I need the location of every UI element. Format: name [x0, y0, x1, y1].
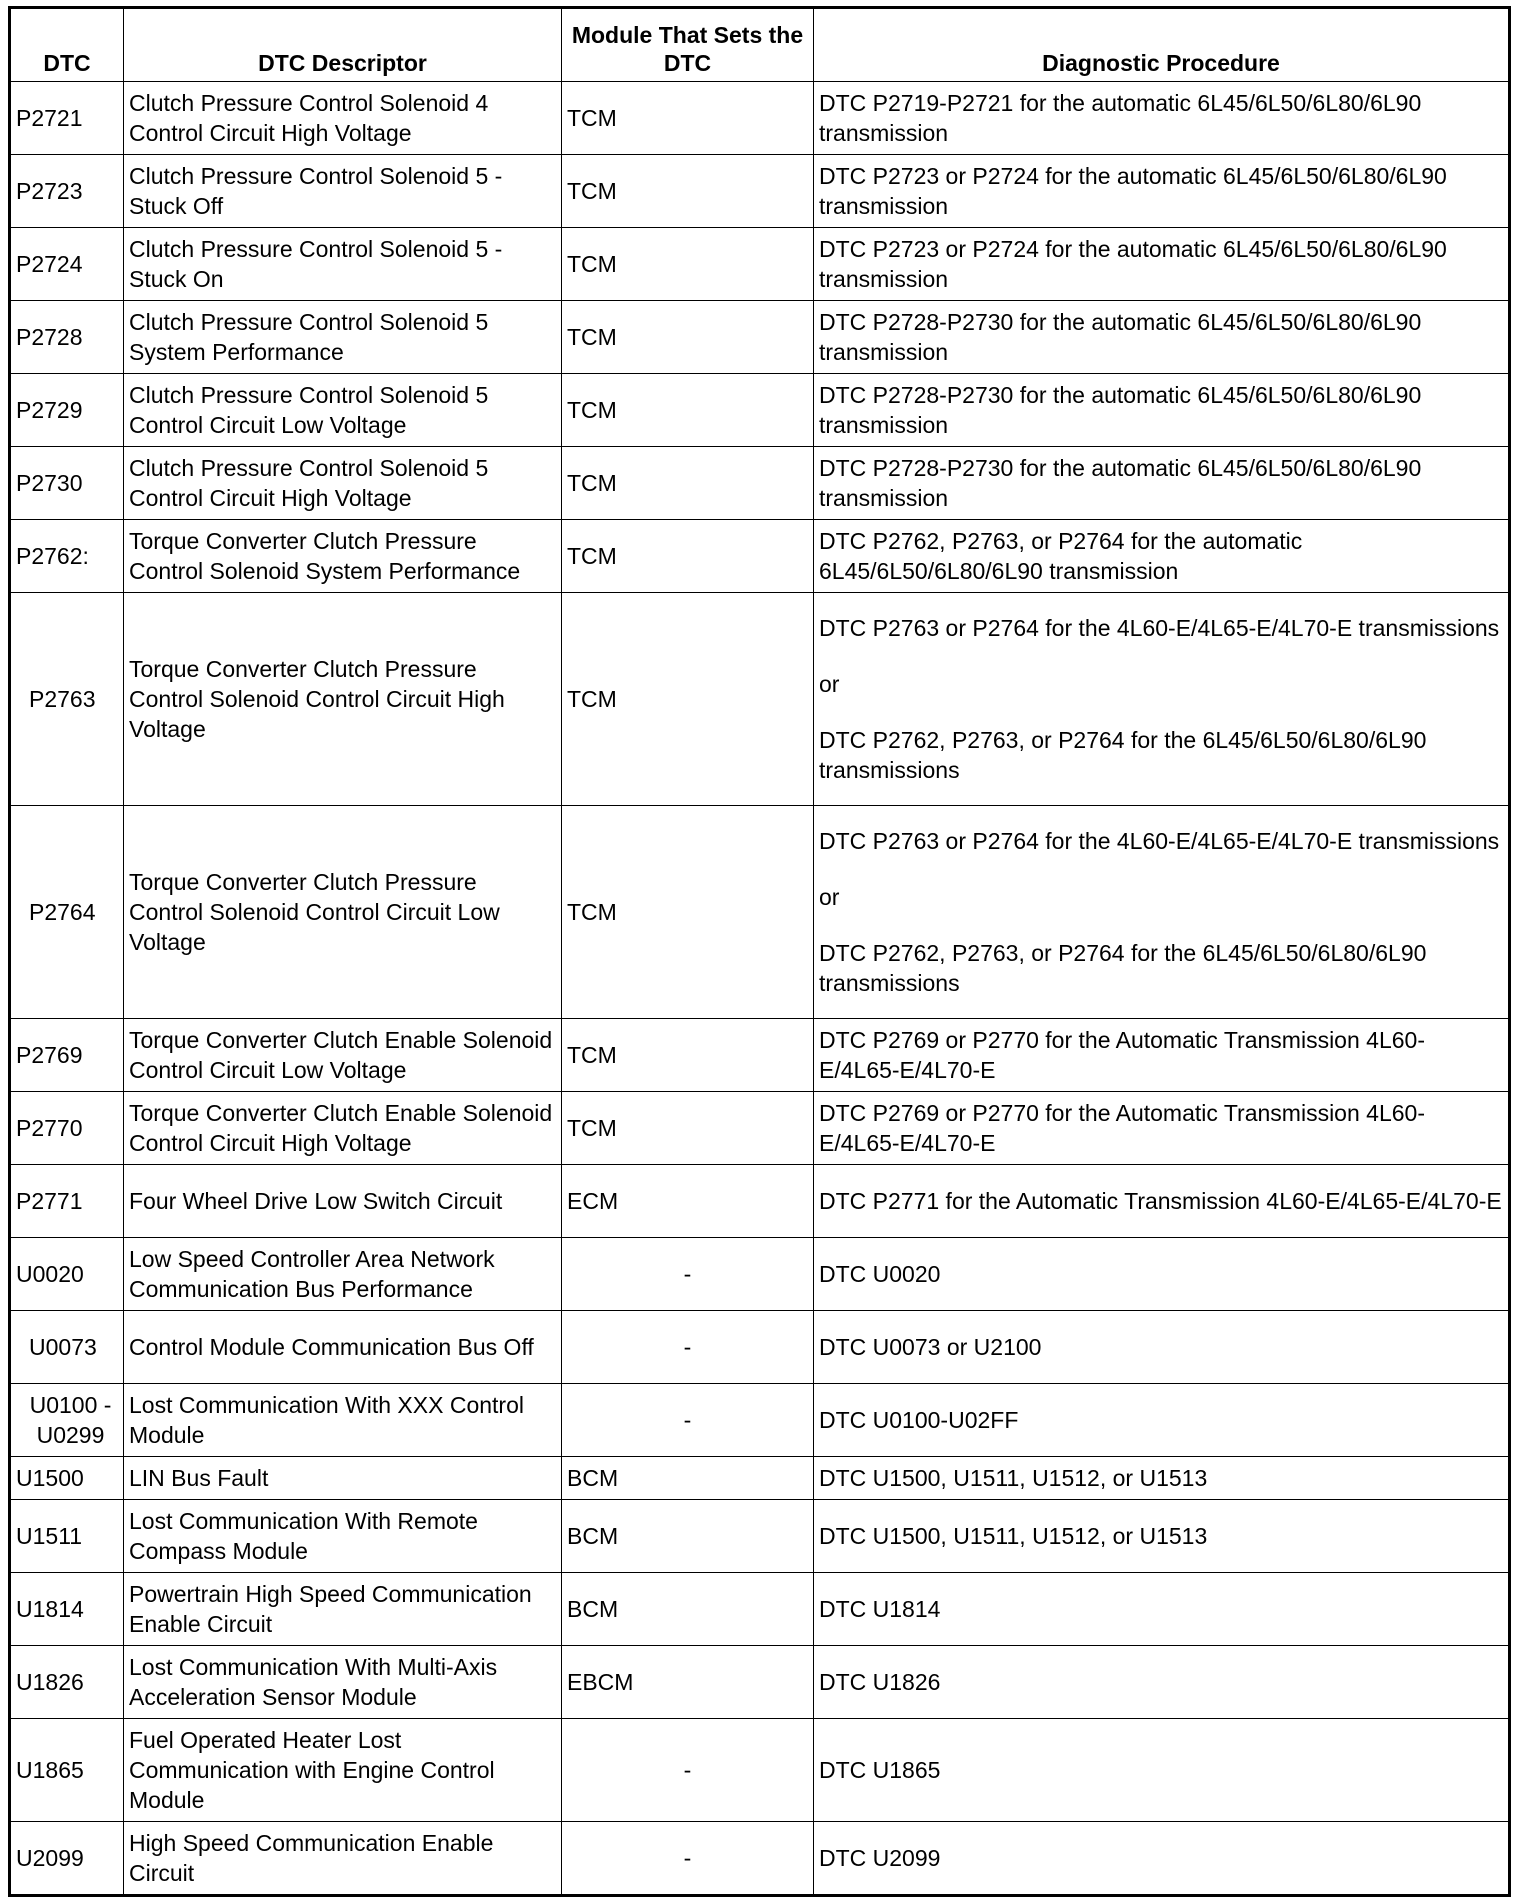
- cell-procedure: [814, 1384, 1510, 1457]
- dtc-table: [8, 6, 1511, 1897]
- cell-module: TCM: [562, 228, 814, 301]
- cell-module: TCM: [562, 520, 814, 593]
- cell-module: -: [562, 1384, 814, 1457]
- procedure-text: DTC P2719-P2721 for the automatic 6L45/6L50/6L80/6L90 transmission: [819, 90, 1422, 146]
- procedure-text: DTC P2762, P2763, or P2764 for the automatic 6L45/6L50/6L80/6L90 transmission: [819, 528, 1303, 584]
- cell-module: -: [562, 1311, 814, 1384]
- table-row: [10, 1457, 1510, 1500]
- cell-dtc: P2721: [10, 82, 124, 155]
- procedure-text: DTC P2723 or P2724 for the automatic 6L45/6L50/6L80/6L90 transmission: [819, 163, 1447, 219]
- cell-module: -: [562, 1822, 814, 1896]
- cell-descriptor: Fuel Operated Heater Lost Communication with Engine Control Module: [124, 1719, 562, 1822]
- cell-procedure: [814, 1238, 1510, 1311]
- cell-dtc: P2723: [10, 155, 124, 228]
- procedure-text: DTC P2769 or P2770 for the Automatic Transmission 4L60-E/4L65-E/4L70-E: [819, 1100, 1425, 1156]
- procedure-text: DTC U1500, U1511, U1512, or U1513: [819, 1465, 1208, 1491]
- cell-dtc: P2770: [10, 1092, 124, 1165]
- cell-module: -: [562, 1238, 814, 1311]
- cell-dtc: U1826: [10, 1646, 124, 1719]
- cell-procedure: [814, 82, 1510, 155]
- cell-module: BCM: [562, 1457, 814, 1500]
- cell-descriptor: Clutch Pressure Control Solenoid 5 Control Circuit High Voltage: [124, 447, 562, 520]
- table-row: [10, 155, 1510, 228]
- cell-descriptor: Torque Converter Clutch Enable Solenoid Control Circuit High Voltage: [124, 1092, 562, 1165]
- cell-descriptor: Torque Converter Clutch Pressure Control Solenoid Control Circuit Low Voltage: [124, 806, 562, 1019]
- cell-procedure: [814, 155, 1510, 228]
- cell-module: TCM: [562, 1019, 814, 1092]
- cell-module: TCM: [562, 806, 814, 1019]
- header-descriptor: DTC Descriptor: [124, 8, 562, 82]
- procedure-text: DTC P2728-P2730 for the automatic 6L45/6L50/6L80/6L90 transmission: [819, 455, 1422, 511]
- cell-descriptor: Clutch Pressure Control Solenoid 4 Control Circuit High Voltage: [124, 82, 562, 155]
- procedure-text: DTC P2728-P2730 for the automatic 6L45/6L50/6L80/6L90 transmission: [819, 309, 1422, 365]
- table-row: [10, 1384, 1510, 1457]
- cell-dtc: U0100 -U0299: [10, 1384, 124, 1457]
- table-row: [10, 1238, 1510, 1311]
- paragraph-gap: [819, 856, 1503, 882]
- table-row: [10, 593, 1510, 806]
- procedure-text: DTC U1814: [819, 1596, 941, 1622]
- cell-descriptor: Torque Converter Clutch Pressure Control Solenoid System Performance: [124, 520, 562, 593]
- cell-descriptor: Control Module Communication Bus Off: [124, 1311, 562, 1384]
- table-row: [10, 301, 1510, 374]
- cell-descriptor: Lost Communication With Multi-Axis Acceleration Sensor Module: [124, 1646, 562, 1719]
- cell-procedure: [814, 301, 1510, 374]
- cell-procedure: [814, 1719, 1510, 1822]
- cell-descriptor: Powertrain High Speed Communication Enable Circuit: [124, 1573, 562, 1646]
- table-row: [10, 228, 1510, 301]
- cell-descriptor: High Speed Communication Enable Circuit: [124, 1822, 562, 1896]
- procedure-text: or: [819, 671, 840, 697]
- cell-dtc: P2728: [10, 301, 124, 374]
- cell-procedure: [814, 1646, 1510, 1719]
- cell-module: TCM: [562, 593, 814, 806]
- cell-module: TCM: [562, 374, 814, 447]
- cell-module: ECM: [562, 1165, 814, 1238]
- cell-dtc: P2762:: [10, 520, 124, 593]
- cell-dtc: U1814: [10, 1573, 124, 1646]
- cell-descriptor: Lost Communication With Remote Compass Module: [124, 1500, 562, 1573]
- procedure-text: DTC U1500, U1511, U1512, or U1513: [819, 1523, 1208, 1549]
- procedure-text: DTC P2769 or P2770 for the Automatic Transmission 4L60-E/4L65-E/4L70-E: [819, 1027, 1425, 1083]
- cell-descriptor: Clutch Pressure Control Solenoid 5 Control Circuit Low Voltage: [124, 374, 562, 447]
- cell-procedure: [814, 1165, 1510, 1238]
- procedure-text: or: [819, 884, 840, 910]
- header-module: Module That Sets the DTC: [562, 8, 814, 82]
- cell-descriptor: Torque Converter Clutch Enable Solenoid Control Circuit Low Voltage: [124, 1019, 562, 1092]
- cell-dtc: U1500: [10, 1457, 124, 1500]
- cell-procedure: [814, 1311, 1510, 1384]
- cell-dtc: P2771: [10, 1165, 124, 1238]
- header-dtc: DTC: [10, 8, 124, 82]
- table-row: [10, 374, 1510, 447]
- table-row: [10, 1092, 1510, 1165]
- cell-procedure: [814, 374, 1510, 447]
- cell-dtc: P2724: [10, 228, 124, 301]
- table-row: [10, 82, 1510, 155]
- table-row: [10, 447, 1510, 520]
- table-row: [10, 1165, 1510, 1238]
- table-row: [10, 1573, 1510, 1646]
- cell-dtc: P2729: [10, 374, 124, 447]
- table-header-row: [10, 8, 1510, 82]
- cell-procedure: [814, 228, 1510, 301]
- procedure-text: DTC P2728-P2730 for the automatic 6L45/6L50/6L80/6L90 transmission: [819, 382, 1422, 438]
- cell-dtc: U0020: [10, 1238, 124, 1311]
- cell-procedure: [814, 1822, 1510, 1896]
- procedure-text: DTC U1826: [819, 1669, 941, 1695]
- table-row: [10, 1019, 1510, 1092]
- procedure-text: DTC U2099: [819, 1845, 941, 1871]
- table-row: [10, 1719, 1510, 1822]
- paragraph-gap: [819, 643, 1503, 669]
- cell-procedure: [814, 1457, 1510, 1500]
- cell-descriptor: Clutch Pressure Control Solenoid 5 System Performance: [124, 301, 562, 374]
- cell-dtc: P2769: [10, 1019, 124, 1092]
- table-row: [10, 1646, 1510, 1719]
- procedure-text: DTC P2763 or P2764 for the 4L60-E/4L65-E/4L70-E transmissions: [819, 828, 1500, 854]
- cell-descriptor: Torque Converter Clutch Pressure Control Solenoid Control Circuit High Voltage: [124, 593, 562, 806]
- procedure-text: DTC P2762, P2763, or P2764 for the 6L45/6L50/6L80/6L90 transmissions: [819, 940, 1427, 996]
- procedure-text: DTC U1865: [819, 1757, 941, 1783]
- cell-descriptor: Four Wheel Drive Low Switch Circuit: [124, 1165, 562, 1238]
- cell-module: TCM: [562, 82, 814, 155]
- table-row: [10, 520, 1510, 593]
- cell-dtc: U2099: [10, 1822, 124, 1896]
- cell-procedure: [814, 520, 1510, 593]
- cell-dtc: U0073: [10, 1311, 124, 1384]
- procedure-text: DTC U0073 or U2100: [819, 1334, 1042, 1360]
- cell-procedure: [814, 447, 1510, 520]
- cell-dtc: P2763: [10, 593, 124, 806]
- procedure-text: DTC U0020: [819, 1261, 941, 1287]
- cell-procedure: [814, 806, 1510, 1019]
- cell-procedure: [814, 1019, 1510, 1092]
- cell-dtc: P2764: [10, 806, 124, 1019]
- procedure-text: DTC P2762, P2763, or P2764 for the 6L45/6L50/6L80/6L90 transmissions: [819, 727, 1427, 783]
- cell-dtc: U1511: [10, 1500, 124, 1573]
- paragraph-gap: [819, 699, 1503, 725]
- cell-module: TCM: [562, 1092, 814, 1165]
- cell-descriptor: Clutch Pressure Control Solenoid 5 - Stuck On: [124, 228, 562, 301]
- procedure-text: DTC P2763 or P2764 for the 4L60-E/4L65-E/4L70-E transmissions: [819, 615, 1500, 641]
- table-row: [10, 1500, 1510, 1573]
- cell-procedure: [814, 1092, 1510, 1165]
- cell-descriptor: Low Speed Controller Area Network Communication Bus Performance: [124, 1238, 562, 1311]
- table-row: [10, 1311, 1510, 1384]
- paragraph-gap: [819, 912, 1503, 938]
- cell-dtc: P2730: [10, 447, 124, 520]
- cell-descriptor: LIN Bus Fault: [124, 1457, 562, 1500]
- cell-module: TCM: [562, 447, 814, 520]
- table-row: [10, 1822, 1510, 1896]
- cell-procedure: [814, 593, 1510, 806]
- cell-module: -: [562, 1719, 814, 1822]
- cell-module: TCM: [562, 155, 814, 228]
- procedure-text: DTC U0100-U02FF: [819, 1407, 1019, 1433]
- cell-module: TCM: [562, 301, 814, 374]
- procedure-text: DTC P2723 or P2724 for the automatic 6L45/6L50/6L80/6L90 transmission: [819, 236, 1447, 292]
- cell-module: BCM: [562, 1500, 814, 1573]
- cell-dtc: U1865: [10, 1719, 124, 1822]
- table-row: [10, 806, 1510, 1019]
- cell-module: EBCM: [562, 1646, 814, 1719]
- header-procedure: Diagnostic Procedure: [814, 8, 1510, 82]
- cell-descriptor: Lost Communication With XXX Control Module: [124, 1384, 562, 1457]
- cell-procedure: [814, 1573, 1510, 1646]
- cell-procedure: [814, 1500, 1510, 1573]
- procedure-text: DTC P2771 for the Automatic Transmission 4L60-E/4L65-E/4L70-E: [819, 1188, 1502, 1214]
- cell-descriptor: Clutch Pressure Control Solenoid 5 - Stuck Off: [124, 155, 562, 228]
- cell-module: BCM: [562, 1573, 814, 1646]
